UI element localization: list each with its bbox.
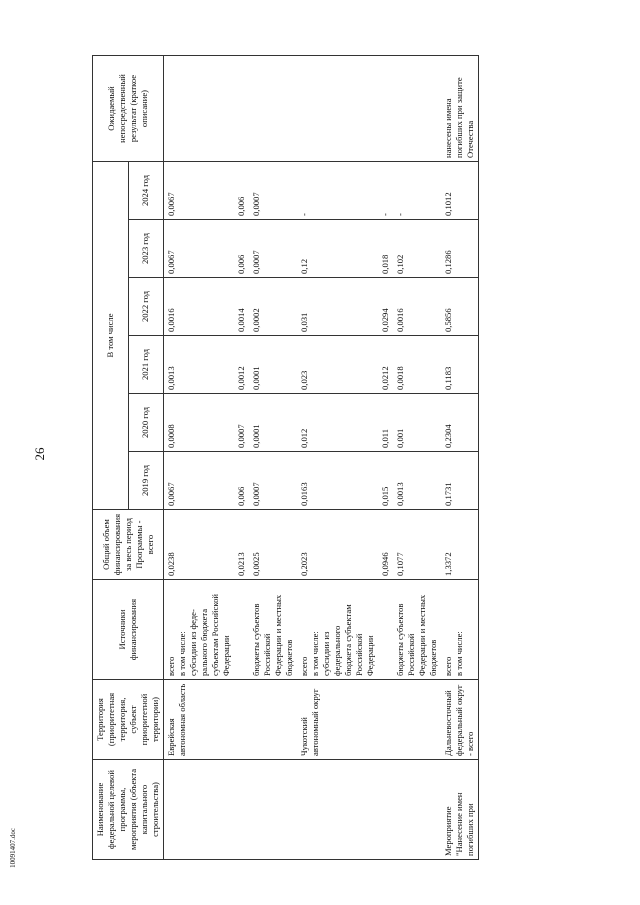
cell-name: Мероприятие "Нанесение имен погибших при <box>441 760 479 860</box>
cell-year-value: 0,5856 <box>441 278 479 336</box>
cell-territory <box>249 680 297 760</box>
cell-year-value: 0,0067 <box>164 452 235 510</box>
header-year: 2024 год <box>128 162 164 220</box>
header-year: 2022 год <box>128 278 164 336</box>
cell-result <box>297 56 378 162</box>
cell-year-value: 0,0018 <box>393 336 441 394</box>
cell-source: бюджеты субъектов Российской Федерации и местных бюджетов <box>393 580 441 680</box>
cell-total: 0,0213 <box>234 510 249 580</box>
cell-year-value: - <box>297 162 378 220</box>
cell-year-value: 0,0016 <box>393 278 441 336</box>
cell-total: 0,0946 <box>378 510 393 580</box>
cell-year-value: 0,006 <box>234 220 249 278</box>
cell-year-value: 0,12 <box>297 220 378 278</box>
header-total: Общий объем финансирования за весь период Программы - всего <box>93 510 164 580</box>
cell-name <box>164 760 235 860</box>
cell-result <box>378 56 393 162</box>
cell-name <box>297 760 378 860</box>
financing-table <box>92 55 479 860</box>
cell-source: бюджеты субъектов Российской Федерации и местных бюджетов <box>249 580 297 680</box>
cell-year-value: 0,2304 <box>441 394 479 452</box>
page-number: 26 <box>32 447 47 461</box>
cell-total: 0,0025 <box>249 510 297 580</box>
cell-year-value: 0,0067 <box>164 162 235 220</box>
header-source: Источники финансирования <box>93 580 164 680</box>
cell-result: нанесены имена погибших при защите Отечества <box>441 56 479 162</box>
table-row <box>378 56 393 860</box>
cell-source <box>234 580 249 680</box>
cell-year-value: 0,0212 <box>378 336 393 394</box>
cell-year-value: 0,023 <box>297 336 378 394</box>
header-result: Ожидаемый непосредственный результат (краткое описание) <box>93 56 164 162</box>
cell-territory <box>378 680 393 760</box>
table-row <box>249 56 297 860</box>
cell-year-value: 0,1731 <box>441 452 479 510</box>
table-row <box>297 56 378 860</box>
cell-year-value: 0,0007 <box>249 220 297 278</box>
header-year: 2020 год <box>128 394 164 452</box>
header-name: Наименование федеральной целевой программы, мероприятия (объекта капитального строительства) <box>93 760 164 860</box>
cell-year-value: 0,0016 <box>164 278 235 336</box>
cell-year-value: 0,1183 <box>441 336 479 394</box>
cell-year-value: 0,0163 <box>297 452 378 510</box>
header-territory: Территория (приоритетная территория, субъект приоритетной территории) <box>93 680 164 760</box>
cell-year-value: 0,0007 <box>249 452 297 510</box>
cell-result <box>164 56 235 162</box>
header-in-total: В том числе <box>93 162 129 510</box>
cell-year-value: 0,1012 <box>441 162 479 220</box>
cell-year-value: 0,031 <box>297 278 378 336</box>
cell-total: 1,3372 <box>441 510 479 580</box>
document-code: 10091407.doc <box>9 828 17 868</box>
cell-territory: Дальневосточный федеральный округ - всего <box>441 680 479 760</box>
cell-year-value: 0,012 <box>297 394 378 452</box>
cell-year-value: 0,0294 <box>378 278 393 336</box>
cell-result <box>234 56 249 162</box>
cell-name <box>393 760 441 860</box>
cell-year-value: 0,0014 <box>234 278 249 336</box>
cell-year-value: 0,0013 <box>393 452 441 510</box>
cell-year-value: 0,0007 <box>249 162 297 220</box>
cell-territory <box>393 680 441 760</box>
cell-year-value: 0,0013 <box>164 336 235 394</box>
cell-territory <box>234 680 249 760</box>
header-year: 2021 год <box>128 336 164 394</box>
cell-year-value: 0,1286 <box>441 220 479 278</box>
cell-source: всего в том числе: субсидии из федерального бюджета субъектам Российской Федерации <box>297 580 378 680</box>
cell-year-value: 0,0012 <box>234 336 249 394</box>
cell-year-value: 0,011 <box>378 394 393 452</box>
cell-territory: Чукотский автономный округ <box>297 680 378 760</box>
table-row <box>234 56 249 860</box>
header-year: 2023 год <box>128 220 164 278</box>
cell-year-value: - <box>393 162 441 220</box>
table-row <box>441 56 479 860</box>
cell-year-value: 0,0008 <box>164 394 235 452</box>
cell-year-value: 0,018 <box>378 220 393 278</box>
cell-year-value: 0,0007 <box>234 394 249 452</box>
cell-year-value: 0,0001 <box>249 336 297 394</box>
cell-year-value: - <box>378 162 393 220</box>
cell-result <box>393 56 441 162</box>
cell-year-value: 0,0067 <box>164 220 235 278</box>
cell-year-value: 0,015 <box>378 452 393 510</box>
cell-total: 0,0238 <box>164 510 235 580</box>
cell-result <box>249 56 297 162</box>
header-year: 2019 год <box>128 452 164 510</box>
cell-total: 0,2023 <box>297 510 378 580</box>
cell-year-value: 0,0002 <box>249 278 297 336</box>
cell-source: всего в том числе: субсидии из феде- рального бюджета субъектам Российской Федерации <box>164 580 235 680</box>
cell-territory: Еврейская автономная область <box>164 680 235 760</box>
table-row <box>164 56 235 860</box>
cell-name <box>234 760 249 860</box>
cell-year-value: 0,102 <box>393 220 441 278</box>
cell-source <box>378 580 393 680</box>
rotated-table-sheet <box>92 56 625 860</box>
cell-name <box>249 760 297 860</box>
cell-year-value: 0,001 <box>393 394 441 452</box>
cell-year-value: 0,006 <box>234 452 249 510</box>
table-row <box>393 56 441 860</box>
cell-source: всего в том числе: <box>441 580 479 680</box>
cell-year-value: 0,006 <box>234 162 249 220</box>
cell-total: 0,1077 <box>393 510 441 580</box>
cell-year-value: 0,0001 <box>249 394 297 452</box>
cell-name <box>378 760 393 860</box>
